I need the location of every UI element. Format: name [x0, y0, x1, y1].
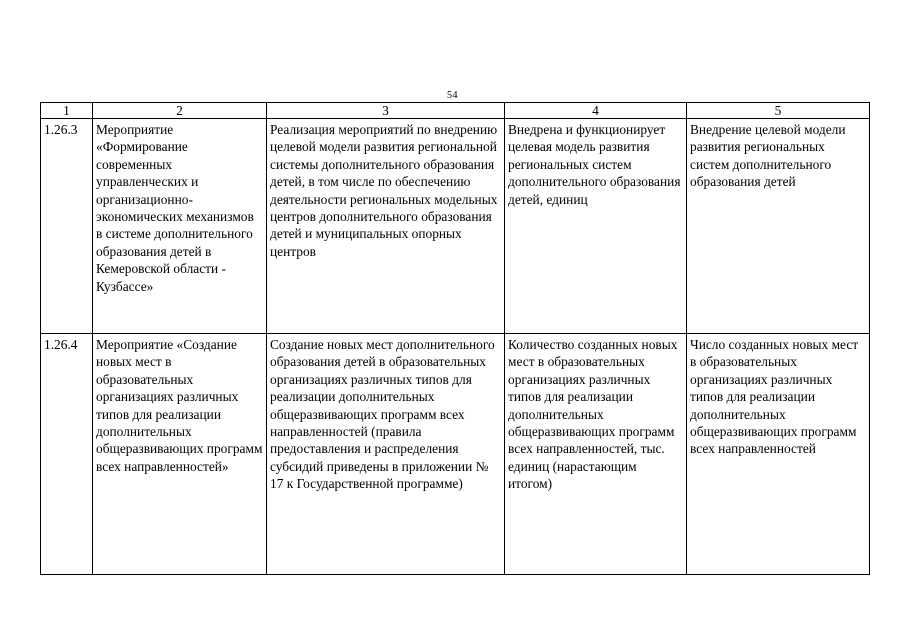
- indicator: Внедрена и функционирует целевая модель развития региональных систем дополнительного образования детей, единиц: [505, 119, 687, 334]
- table-row: [41, 119, 870, 334]
- program-table: [40, 102, 870, 575]
- header-col-2: 2: [93, 103, 267, 119]
- expected-result: Внедрение целевой модели развития региональных систем дополнительного образования детей: [687, 119, 870, 334]
- row-number: 1.26.4: [41, 334, 93, 575]
- indicator: Количество созданных новых мест в образовательных организациях различных типов для реализации дополнительных общеразвивающих программ всех направленностей, тыс. единиц (нарастающим итогом): [505, 334, 687, 575]
- table-header-row: [41, 103, 870, 119]
- header-col-5: 5: [687, 103, 870, 119]
- measure-description: Реализация мероприятий по внедрению целевой модели развития региональной системы дополнительного образования детей, в том числе по обеспечению деятельности региональных модельных центров дополнительного образования детей и муниципальных опорных центров: [267, 119, 505, 334]
- measure-description: Создание новых мест дополнительного образования детей в образовательных организациях различных типов для реализации дополнительных общеразвивающих программ всех направленностей (правила предоставления и распределения субсидий приведены в приложении № 17 к Государственной программе): [267, 334, 505, 575]
- measure-name: Мероприятие «Создание новых мест в образовательных организациях различных типов для реализации дополнительных общеразвивающих программ всех направленностей»: [93, 334, 267, 575]
- row-number: 1.26.3: [41, 119, 93, 334]
- expected-result: Число созданных новых мест в образовательных организациях различных типов для реализации дополнительных общеразвивающих программ всех направленностей: [687, 334, 870, 575]
- header-col-4: 4: [505, 103, 687, 119]
- table-row: [41, 334, 870, 575]
- measure-name: Мероприятие «Формирование современных управленческих и организационно-экономических механизмов в системе дополнительного образования детей в Кемеровской области - Кузбассе»: [93, 119, 267, 334]
- header-col-3: 3: [267, 103, 505, 119]
- header-col-1: 1: [41, 103, 93, 119]
- page-number: 54: [447, 90, 458, 101]
